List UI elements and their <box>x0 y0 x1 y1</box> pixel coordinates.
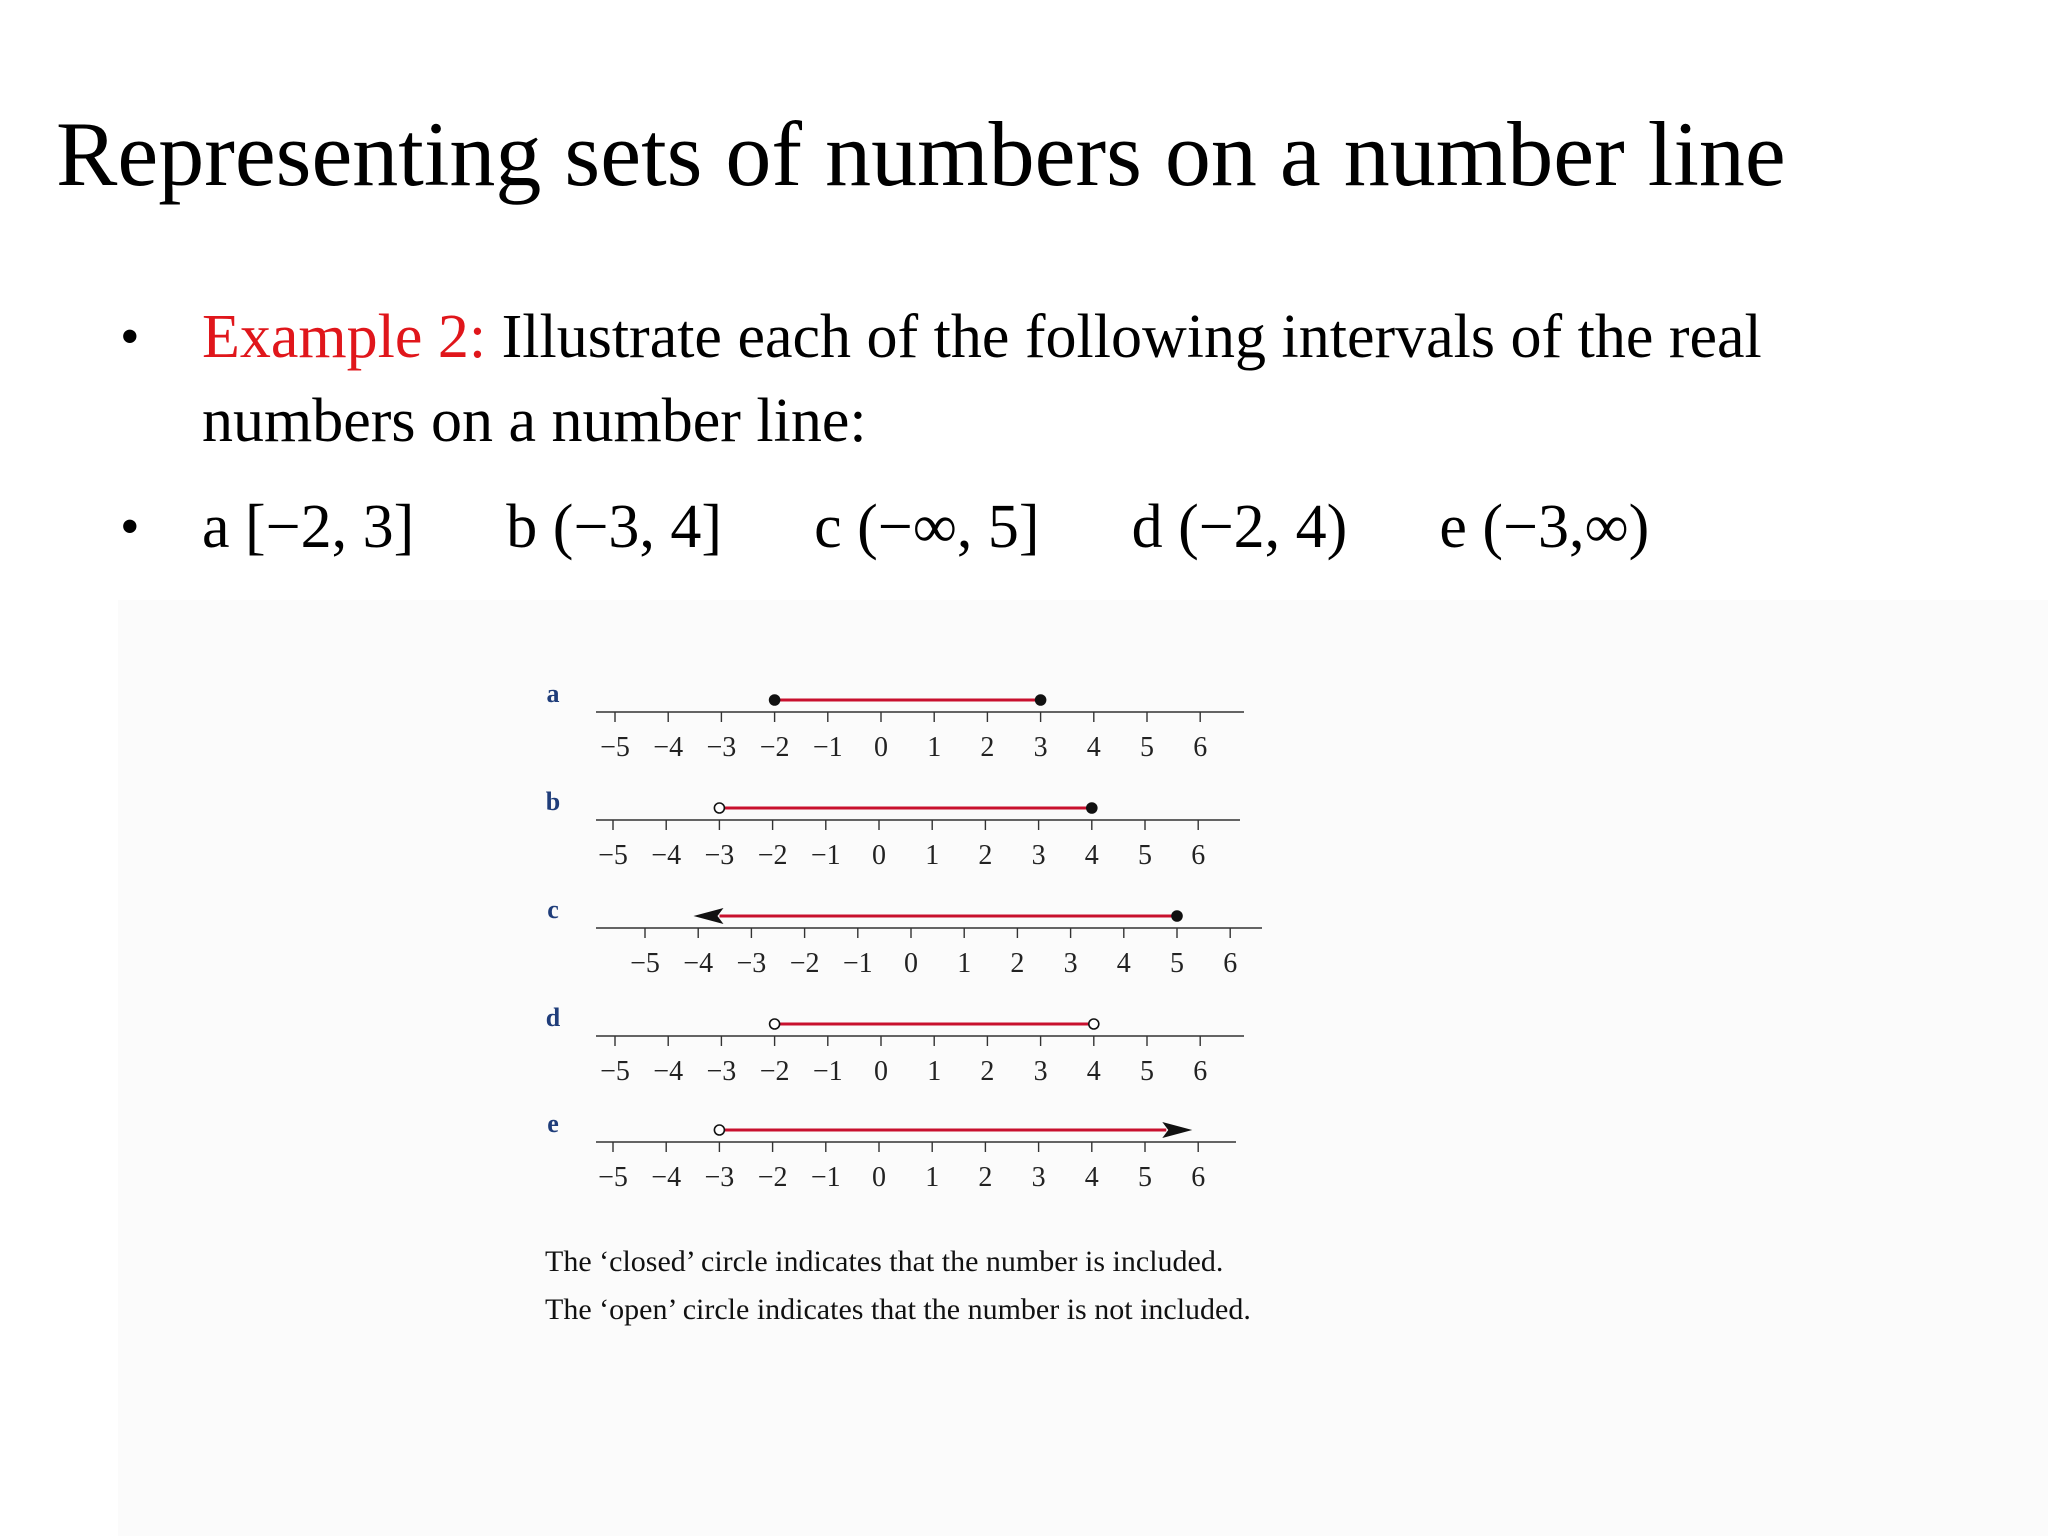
tick-label: 4 <box>1086 732 1101 763</box>
tick-label: 0 <box>874 732 888 763</box>
tick-label: −1 <box>812 732 843 763</box>
tick-label: 1 <box>927 732 942 763</box>
tick-label: 3 <box>1033 732 1048 763</box>
tick-label: 2 <box>978 840 993 871</box>
interval-b: b (−3, 4] <box>506 493 723 561</box>
tick-label: −1 <box>810 840 841 871</box>
tick-label: 4 <box>1084 1162 1099 1193</box>
bullet-dot-icon: • <box>120 306 140 368</box>
tick-label: −2 <box>759 1056 790 1087</box>
number-line-label: c <box>547 895 559 924</box>
tick-label: 6 <box>1193 1056 1208 1087</box>
tick-label: 3 <box>1031 1162 1046 1193</box>
tick-label: −5 <box>600 732 630 763</box>
example-text-line2: numbers on a number line: <box>202 387 867 455</box>
tick-label: −4 <box>653 1056 684 1087</box>
tick-label: −3 <box>706 1056 737 1087</box>
number-line-label: e <box>547 1109 559 1138</box>
tick-label: 3 <box>1033 1056 1048 1087</box>
tick-label: 5 <box>1170 948 1184 979</box>
number-line-label: d <box>545 1003 561 1032</box>
tick-label: 6 <box>1191 1162 1206 1193</box>
tick-label: 5 <box>1140 732 1154 763</box>
arrow-left-icon <box>693 908 723 924</box>
tick-label: 5 <box>1140 1056 1154 1087</box>
tick-label: −4 <box>651 1162 682 1193</box>
tick-label: 6 <box>1191 840 1206 871</box>
tick-label: −1 <box>812 1056 843 1087</box>
tick-label: 4 <box>1084 840 1099 871</box>
tick-label: 0 <box>872 840 886 871</box>
tick-label: 2 <box>980 1056 995 1087</box>
tick-label: 2 <box>978 1162 993 1193</box>
tick-label: −4 <box>653 732 684 763</box>
tick-label: 2 <box>980 732 995 763</box>
closed-circle-icon <box>1172 911 1182 921</box>
tick-label: −1 <box>810 1162 841 1193</box>
tick-label: −2 <box>789 948 820 979</box>
tick-label: 1 <box>957 948 972 979</box>
tick-label: 2 <box>1010 948 1025 979</box>
tick-label: 6 <box>1193 732 1208 763</box>
tick-label: 1 <box>925 1162 940 1193</box>
tick-label: 1 <box>925 840 940 871</box>
tick-label: −2 <box>757 1162 788 1193</box>
example-text-line1: Illustrate each of the following intervals of the real <box>501 303 1762 371</box>
closed-circle-icon <box>1036 695 1046 705</box>
arrow-right-icon <box>1162 1122 1192 1138</box>
number-line-label: a <box>546 679 560 708</box>
tick-label: 5 <box>1138 840 1152 871</box>
tick-label: −2 <box>757 840 788 871</box>
open-circle-icon <box>714 1125 724 1135</box>
tick-label: 4 <box>1116 948 1131 979</box>
interval-c: c (−∞, 5] <box>814 493 1040 561</box>
number-line-label: b <box>545 787 561 816</box>
caption-closed-circle: The ‘closed’ circle indicates that the number is included. <box>545 1245 1224 1278</box>
tick-label: −5 <box>600 1056 630 1087</box>
open-circle-icon <box>714 803 724 813</box>
tick-label: −5 <box>598 1162 628 1193</box>
caption-open-circle: The ‘open’ circle indicates that the number is not included. <box>545 1293 1251 1326</box>
tick-label: −3 <box>704 1162 735 1193</box>
tick-label: −5 <box>630 948 660 979</box>
bullet-dot-icon: • <box>120 496 140 558</box>
tick-label: 3 <box>1063 948 1078 979</box>
tick-label: −5 <box>598 840 628 871</box>
example-label: Example 2: <box>202 303 487 371</box>
open-circle-icon <box>1089 1019 1099 1029</box>
interval-e: e (−3,∞) <box>1439 493 1650 561</box>
closed-circle-icon <box>770 695 780 705</box>
tick-label: 0 <box>872 1162 886 1193</box>
tick-label: −3 <box>704 840 735 871</box>
tick-label: 6 <box>1223 948 1238 979</box>
legend-caption <box>545 1238 1445 1334</box>
tick-label: 0 <box>874 1056 888 1087</box>
tick-label: −3 <box>736 948 767 979</box>
tick-label: −4 <box>683 948 714 979</box>
tick-label: 1 <box>927 1056 942 1087</box>
tick-label: 0 <box>904 948 918 979</box>
interval-d: d (−2, 4) <box>1131 493 1348 561</box>
tick-label: 5 <box>1138 1162 1152 1193</box>
slide-title: Representing sets of numbers on a number line <box>56 103 1786 205</box>
tick-label: −3 <box>706 732 737 763</box>
tick-label: −2 <box>759 732 790 763</box>
tick-label: 4 <box>1086 1056 1101 1087</box>
tick-label: −4 <box>651 840 682 871</box>
closed-circle-icon <box>1087 803 1097 813</box>
interval-a: a [−2, 3] <box>202 493 415 561</box>
tick-label: −1 <box>842 948 873 979</box>
open-circle-icon <box>770 1019 780 1029</box>
tick-label: 3 <box>1031 840 1046 871</box>
